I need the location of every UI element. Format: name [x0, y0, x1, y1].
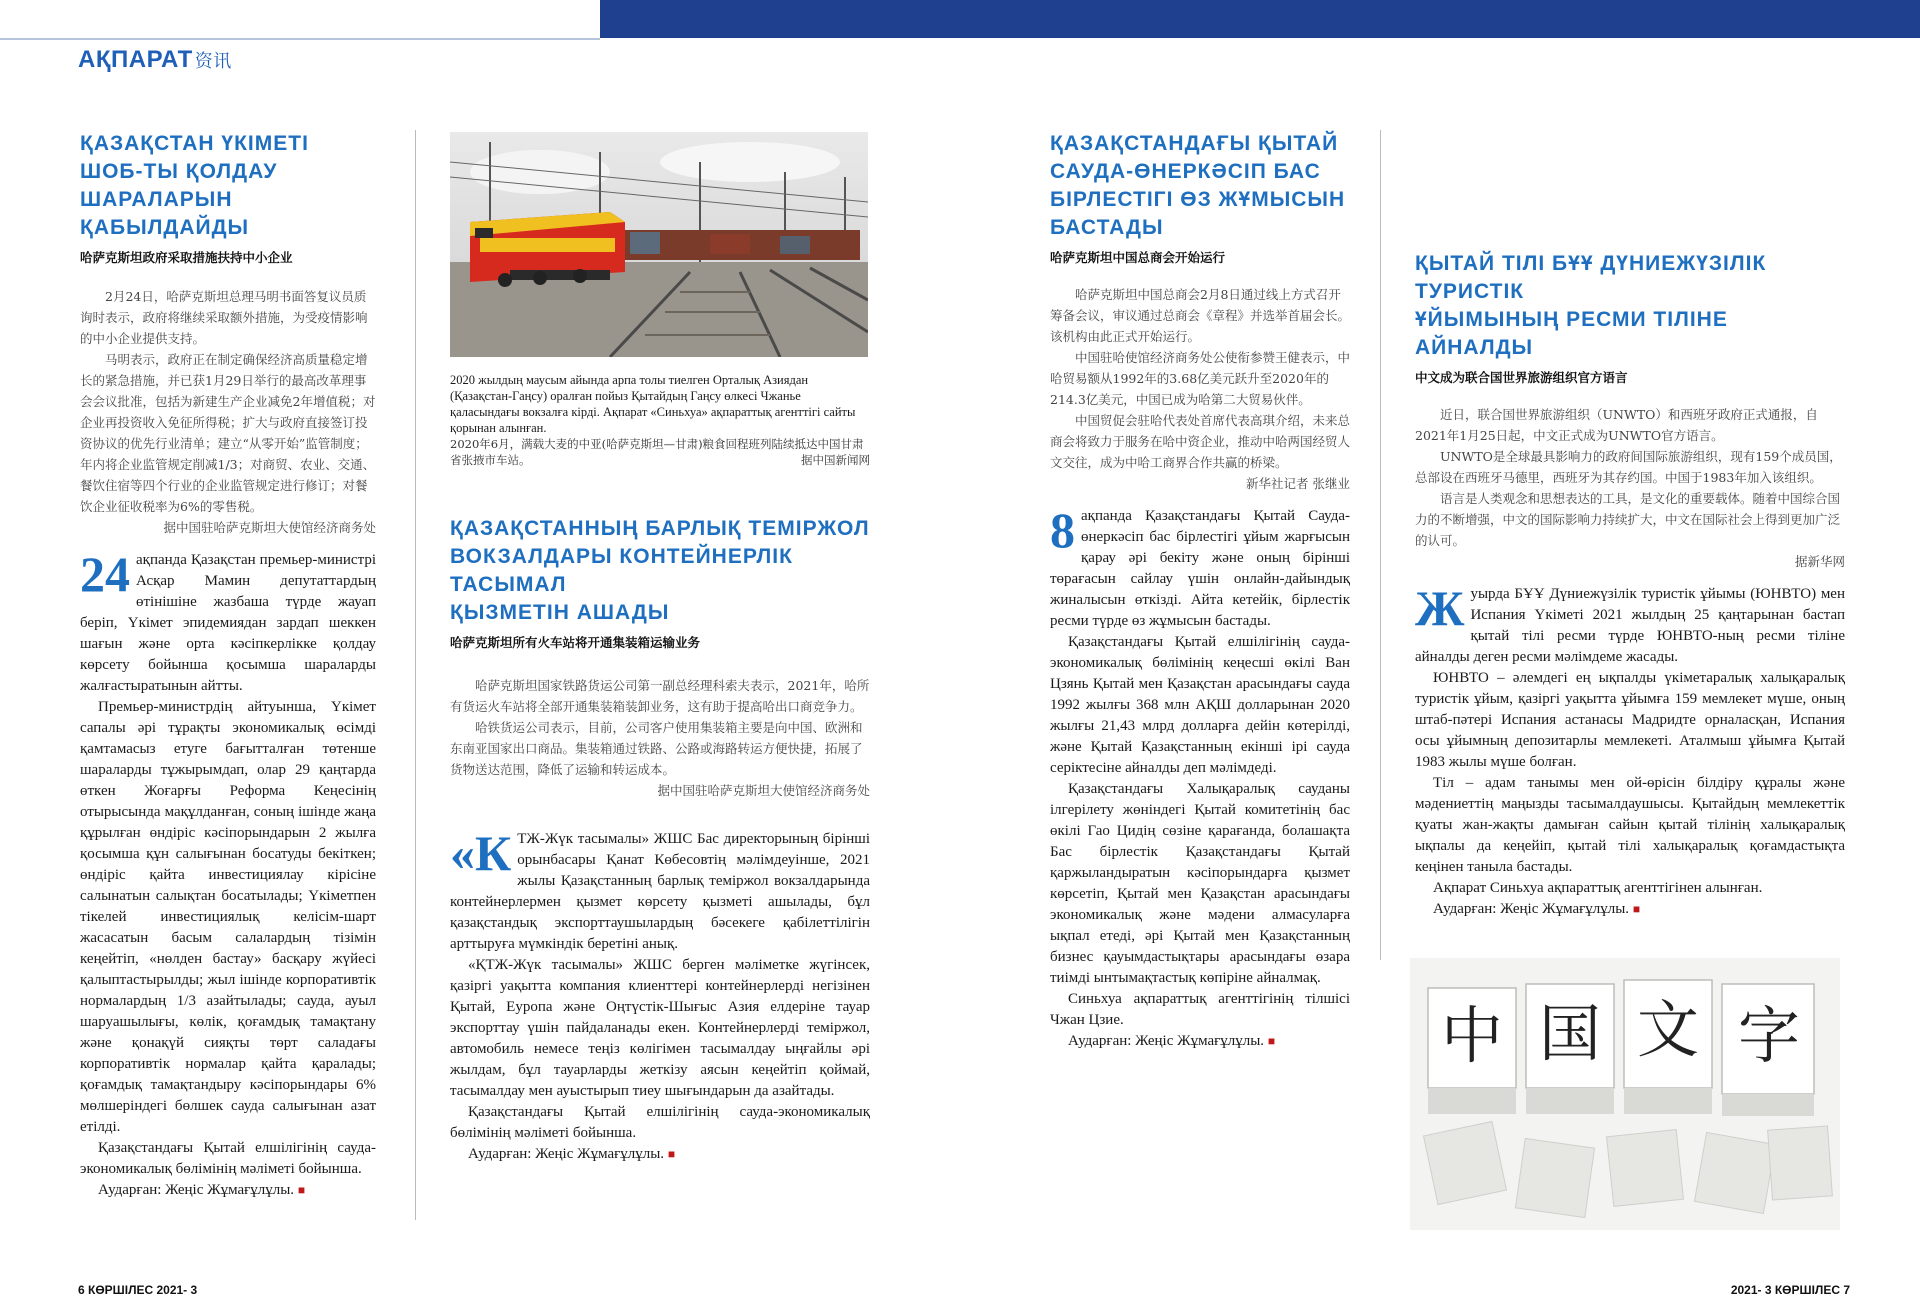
top-bar-rule: [0, 38, 600, 40]
translator-text: Аударған: Жеңіс Жұмағұлұлы.: [468, 1146, 665, 1162]
cn-paragraph: 哈萨克斯坦国家铁路货运公司第一副总经理科索夫表示，2021年，哈所有货运火车站将全部开通集装箱装卸业务，这有助于提高哈出口商竞争力。: [450, 678, 870, 714]
kz-paragraph: Қазақстандағы Халықаралық сауданы ілгерілету жөніндегі Қытай комитетінің бас өкілі Гао Цидің сөзіне қарағанда, болашақта Бас бірлестік Қазақстандағы Қытай қаржыландыратын кәсіпорындарға қызмет көрсетіп, Қытай мен Қазақстан арасындағы экономикалық және мәдени алмасуларға ықпал етеді, әрі Қытай мен Қазақстанның бизнес қауымдастықтары арасындағы өзара тиімді ынтымақтастық көпіріне айналмақ.: [1050, 781, 1350, 986]
train-photo: [450, 132, 868, 357]
cube-char: 字: [1737, 999, 1800, 1072]
kz-lead-paragraph: [80, 546, 376, 697]
cube-char: 中: [1440, 999, 1503, 1072]
chinese-characters-photo: [1410, 958, 1840, 1230]
translator-text: Аударған: Жеңіс Жұмағұлұлы.: [1068, 1033, 1265, 1049]
cn-source: 据中国驻哈萨克斯坦大使馆经济商务处: [657, 783, 870, 798]
section-label: [78, 46, 232, 74]
article-subhead-cn: 中文成为联合国世界旅游组织官方语言: [1415, 370, 1628, 385]
headline-line: БІРЛЕСТІГІ ӨЗ ЖҰМЫСЫН: [1050, 188, 1346, 211]
headline-line: ҚЫТАЙ ТІЛІ БҰҰ ДҮНИЕЖҮЗІЛІК ТУРИСТІК: [1415, 252, 1767, 303]
kz-lead-paragraph: [450, 825, 870, 955]
headline-line: ҚЫЗМЕТІН АШАДЫ: [450, 601, 670, 624]
kz-paragraph: Синьхуа ақпараттық агенттігінің тілшісі Чжан Цзие.: [1050, 991, 1350, 1028]
kz-paragraph: ЮНВТО – әлемдегі ең ықпалды үкіметаралық халықаралық туристік ұйым, қазіргі уақытта ұйымға 159 мемлекет мүше, оның штаб-пәтері Испания астанасы Мадридте орналасқан, Испания осы ұйымның депозитарлы мемлекеті. Аталмыш ұйымға Қытай 1983 жылы мүше болған.: [1415, 670, 1845, 770]
headline-line: ҚАЗАҚСТАННЫҢ БАРЛЫҚ ТЕМІРЖОЛ: [450, 517, 870, 540]
article-chamber-of-commerce: [1050, 130, 1350, 1052]
cn-paragraph: 2月24日，哈萨克斯坦总理马明书面答复议员质询时表示，政府将继续采取额外措施，为受疫情影响的中小企业提供支持。: [80, 289, 368, 346]
kz-paragraph: Қазақстандағы Қытай елшілігінің сауда-экономикалық бөлімінің мәліметі бойынша.: [450, 1104, 870, 1141]
translator-credit: [1415, 899, 1845, 920]
kz-lead-text: ТЖ-Жүк тасымалы» ЖШС Бас директорының бірінші орынбасары Қанат Көбесовтің мәлімдеуінше, 2021 жылы Қазақстанның барлық теміржол вокзалдарында контейнерлермен қызмет көрсету қызметі ашылады, бұл қазақстандық экспорттаушылардың бәсекеге қабілеттілігін арттыруға мүмкіндік беретіні анық.: [450, 831, 870, 952]
kz-lead-text: ақпанда Қазақстандағы Қытай Сауда-өнеркәсіп бас бірлестігі ұйым жарғысын қарау әрі бекіту және оның бірінші төрағасын сайлау үшін онлайн-дайындық жиналысын өткізді. Айта кетейік, бірлестік ресми түрде өз жұмысын бастады.: [1050, 508, 1350, 629]
drop-cap: «К: [450, 825, 512, 881]
article-subhead-cn: 哈萨克斯坦政府采取措施扶持中小企业: [80, 250, 293, 265]
article-headline: [80, 130, 376, 242]
caption-kz: 2020 жылдың маусым айында арпа толы тиелген Орталық Азиядан (Қазақстан-Гаңсу) оралған пойыз Қытайдың Гаңсу өлкесі Чжанье қаласындағы вокзалға кірді. Ақпарат «Синьхуа» ақпараттық агенттігі сайты қорынан алынған.: [450, 373, 856, 435]
headline-line: ҚАЗАҚСТАНДАҒЫ ҚЫТАЙ: [1050, 132, 1339, 155]
kz-lead-text: уырда БҰҰ Дүниежүзілік туристік ұйымы (ЮНВТО) мен Испания Үкіметі 2021 жылдың 25 қаңтарынан бастап қытай тілі ресми түрде ЮНВТО-ның ресми тіліне айналды деген ресми мәлімдеме жасады.: [1415, 586, 1845, 665]
drop-cap: Ж: [1415, 580, 1465, 636]
translator-text: Аударған: Жеңіс Жұмағұлұлы.: [1433, 901, 1630, 917]
end-mark-icon: ■: [1632, 902, 1641, 916]
headline-line: ШАРАЛАРЫН ҚАБЫЛДАЙДЫ: [80, 188, 250, 239]
article-sme-support: [80, 130, 376, 1201]
section-label-cn: 资讯: [194, 51, 232, 71]
article-chinese-unwto: [1415, 250, 1845, 920]
kz-paragraph: Премьер-министрдің айтуынша, Үкімет сапалы әрі тұрақты экономикалық өсімді қамтамасыз етуге бағытталған төтенше шараларды тұжырымдап, олар 29 қаңтарда өткен Жоғарғы Реформа Кеңесінің отырысында мақұлданған, соның ішінде жаңа құрылған өндіріс кәсіпорындарын 2 жылға қосымша құн салығынан босатуды бекіткен; өндіріс қайта инвестициялау кірісіне салынатын салықтан босатылады; Үкіметпен тікелей инвестициялық келісім-шарт жасасатын басым салалардың тізімін кеңейтіп, «нөлден бастау» басқару жүйесі қалыптастырылды; жыл ішінде корпоративтік нормалардың 1/3 азайтылады; сауда, ауыл шаруашылығы, көлік, қоғамдық тамақтану және қонақүй сияқты төрт саладағы корпоративтік нормалар қайта қаралады; қоғамдық тамақтандыру кәсіпорындары 6% мөлшеріндегі бөлшек сауда салығынан азат етілді.: [80, 699, 376, 1135]
article-headline: [1050, 130, 1350, 242]
kz-paragraph: «ҚТЖ-Жүк тасымалы» ЖШС берген мәліметке жүгінсек, қазіргі уақытта компания клиенттері контейнерлерді негізінен Қытай, Еуропа және Оңтүстік-Шығыс Азия елдеріне тауар экспорттау үшін пайдаланады екен. Контейнерлерді теміржол, автомобиль немесе теңіз көлігімен тасымалдау ыңғайлы әрі жылдам, бұл тауарларды жеткізу аясын кеңейтіп қоймай, тасымалдау мен ауыстырып тиеу шығындарын да азайтады.: [450, 957, 870, 1099]
article-headline: [450, 515, 870, 627]
translator-credit: [450, 1144, 870, 1165]
translator-credit: [80, 1180, 376, 1201]
cn-paragraph: 语言是人类观念和思想表达的工具，是文化的重要载体。随着中国综合国力的不断增强，中文的国际影响力持续扩大，中文在国际社会上得到更加广泛的认可。: [1415, 491, 1841, 548]
section-label-kz: АҚПАРАТ: [78, 46, 193, 73]
headline-line: ШОБ-ТЫ ҚОЛДАУ: [80, 160, 278, 183]
cube-char: 文: [1636, 993, 1699, 1066]
photo-caption: [450, 372, 870, 468]
translator-credit: [1050, 1031, 1350, 1052]
column-divider: [415, 130, 416, 1220]
drop-cap: 24: [80, 546, 130, 602]
cn-paragraph: 马明表示，政府正在制定确保经济高质量稳定增长的紧急措施，并已获1月29日举行的最高改革理事会会议批准，包括为新建生产企业减免2年增值税；对企业再投资收入免征所得税；扩大与政府直接签订投资协议的优先行业清单；建立“从零开始”监管制度；年内将企业监管规定削减1/3；对商贸、农业、交通、餐饮住宿等四个行业的企业监管规定进行修订；对餐饮企业征收税率为6%的零售税。: [80, 352, 376, 514]
top-bar: [600, 0, 1920, 38]
caption-cn-source: 据中国新闻网: [801, 453, 870, 467]
headline-line: САУДА-ӨНЕРКӘСІП БАС: [1050, 160, 1321, 183]
cn-source: 新华社记者 张继业: [1246, 476, 1350, 491]
cn-paragraph: 中国驻哈使馆经济商务处公使衔参赞王健表示，中哈贸易额从1992年的3.68亿美元跃升至2020年的214.3亿美元，中国已成为哈第二大贸易伙伴。: [1050, 350, 1351, 407]
column-divider: [1380, 130, 1381, 960]
train-photo-illustration: [450, 132, 868, 357]
top-bar-left: [0, 0, 600, 38]
article-headline: [1415, 250, 1845, 362]
headline-line: БАСТАДЫ: [1050, 216, 1164, 239]
kz-paragraph: Ақпарат Синьхуа ақпараттық агенттігінен алынған.: [1433, 880, 1763, 896]
cn-paragraph: 哈铁货运公司表示，目前，公司客户使用集装箱主要是向中国、欧洲和东南亚国家出口商品。集装箱通过铁路、公路或海路转运方便快捷，拓展了货物送达范围，降低了运输和转运成本。: [450, 720, 863, 777]
cn-paragraph: 哈萨克斯坦中国总商会2月8日通过线上方式召开筹备会议，审议通过总商会《章程》并选举首届会长。该机构由此正式开始运行。: [1050, 287, 1351, 344]
end-mark-icon: ■: [1267, 1034, 1276, 1048]
cn-paragraph: 中国贸促会驻哈代表处首席代表高琪介绍，未来总商会将致力于服务在哈中资企业，推动中哈两国经贸人文交往，成为中哈工商界合作共赢的桥梁。: [1050, 413, 1351, 470]
footer-right: 2021- 3 КӨРШІЛЕС 7: [1730, 1283, 1850, 1297]
cn-paragraph: 近日，联合国世界旅游组织（UNWTO）和西班牙政府正式通报，自2021年1月25日起，中文正式成为UNWTO官方语言。: [1415, 407, 1818, 443]
kz-lead-paragraph: [1050, 502, 1350, 632]
kz-lead-text: ақпанда Қазақстан премьер-министрі Асқар Мамин депутаттардың өтінішіне жазбаша түрде жауап беріп, Үкімет эпидемиядан зардап шеккен шағын және орта кәсіпкерлікке қолдау көрсету бойынша қосымша шараларды жалғастыратынын айтты.: [80, 552, 376, 694]
end-mark-icon: ■: [297, 1183, 306, 1197]
kz-paragraph: Тіл – адам танымы мен ой-өрісін білдіру құралы және мәдениеттің маңызды тасымалдаушысы. Қытайдың мемлекеттік қуаты жан-жақты дамыған сайын қытай тілінің халықаралық ықпалы да кеңейіп, қытай тілі халықаралық қоғамдастықта кеңінен таныла бастады.: [1415, 775, 1845, 875]
kz-paragraph: Қазақстандағы Қытай елшілігінің сауда-экономикалық бөлімінің кеңесші өкілі Ван Цзянь Қытай мен Қазақстан арасындағы сауда 1992 жылғы 368 млн АҚШ долларынан 2020 жылғы 21,43 млрд долларға дейін көтерілді, және Қытай Қазақстанның екінші ірі сауда серіктесіне айналды деп мәлімдеді.: [1050, 634, 1350, 776]
cn-source: 据中国驻哈萨克斯坦大使馆经济商务处: [163, 520, 376, 535]
end-mark-icon: ■: [667, 1147, 676, 1161]
kz-paragraph: Қазақстандағы Қытай елшілігінің сауда-экономикалық бөлімінің мәліметі бойынша.: [80, 1140, 376, 1177]
cn-source: 据新华网: [1794, 554, 1845, 569]
headline-line: ҰЙЫМЫНЫҢ РЕСМИ ТІЛІНЕ АЙНАЛДЫ: [1415, 308, 1728, 359]
caption-cn: 2020年6月，满载大麦的中亚(哈萨克斯坦—甘肃)粮食回程班列陆续抵达中国甘肃省张掖市车站。: [450, 437, 864, 467]
article-subhead-cn: 哈萨克斯坦中国总商会开始运行: [1050, 250, 1226, 265]
footer-left: 6 КӨРШІЛЕС 2021- 3: [78, 1283, 198, 1297]
article-subhead-cn: 哈萨克斯坦所有火车站将开通集装箱运输业务: [450, 635, 701, 650]
cn-paragraph: UNWTO是全球最具影响力的政府间国际旅游组织，现有159个成员国，总部设在西班牙马德里，西班牙为其存约国。中国于1983年加入该组织。: [1415, 449, 1842, 485]
cube-char: 国: [1538, 997, 1601, 1070]
translator-text: Аударған: Жеңіс Жұмағұлұлы.: [98, 1182, 295, 1198]
kz-lead-paragraph: [1415, 580, 1845, 668]
headline-line: ВОКЗАЛДАРЫ КОНТЕЙНЕРЛІК ТАСЫМАЛ: [450, 545, 793, 596]
headline-line: ҚАЗАҚСТАН ҮКІМЕТІ: [80, 132, 309, 155]
article-rail-containers: [450, 515, 870, 1165]
drop-cap: 8: [1050, 502, 1075, 558]
